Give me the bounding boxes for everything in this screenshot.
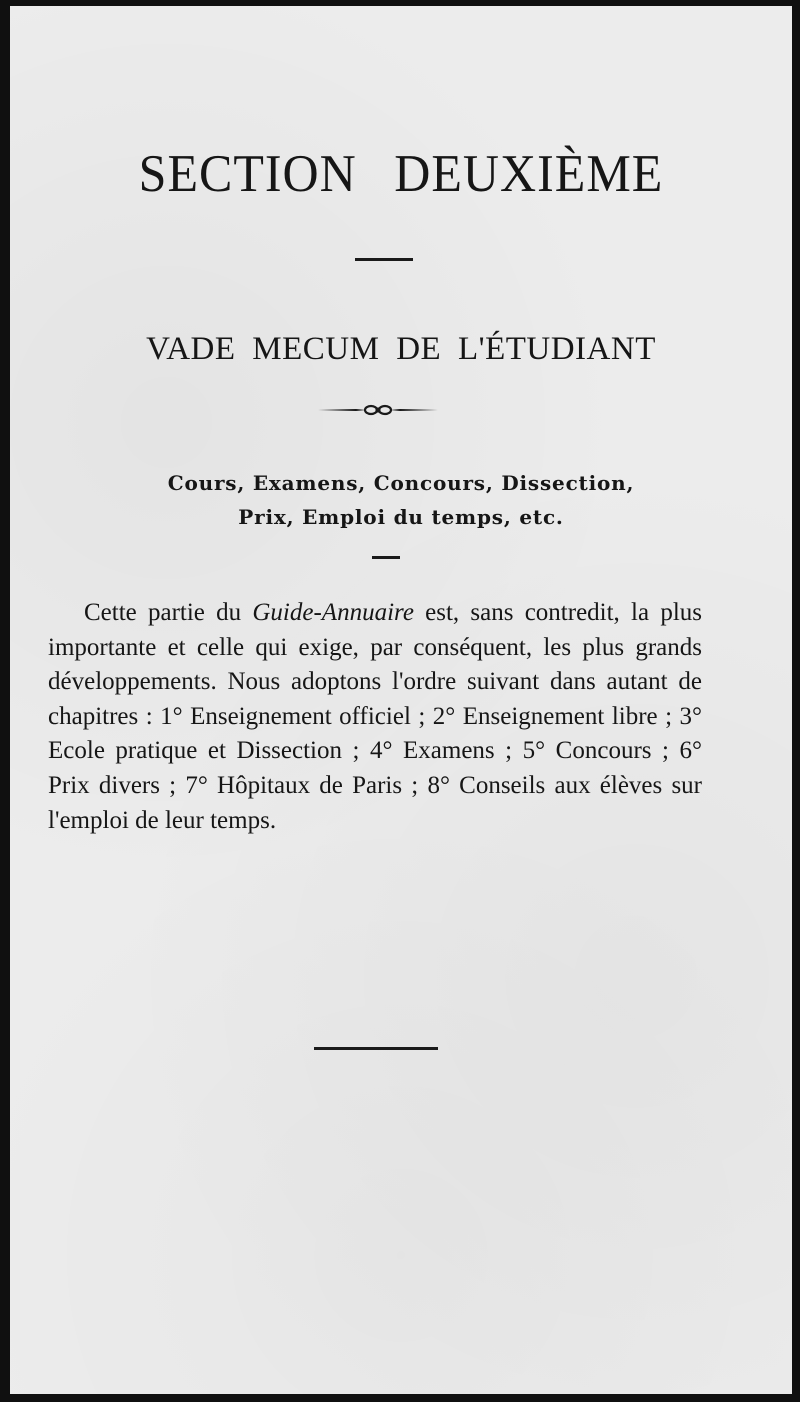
- topics-line-2: Prix, Emploi du temps, etc.: [238, 505, 564, 529]
- short-divider-rule: [372, 556, 400, 559]
- ornament-divider-icon: [316, 398, 440, 422]
- paragraph-intro: Cette partie du: [84, 599, 253, 626]
- paragraph-text: est, sans contredit, la plus importante et celle qui exige, par conséquent, les plus grands développements. Nous adoptons l'ordre suivant dans autant de chapitres : 1° Enseignement officiel ; 2° Enseignement libre ; 3° Ecole pratique et Dissection ; 4° Examens ; 5° Concours ; 6° Prix divers ; 7° Hôpitaux de Paris ; 8° Conseils aux élèves sur l'emploi de leur temps.: [48, 599, 702, 834]
- topics-heading: [10, 466, 792, 534]
- book-page: [10, 6, 792, 1394]
- guide-title: Guide-Annuaire: [252, 599, 414, 626]
- section-subtitle: VADE MECUM DE L'ÉTUDIANT: [146, 331, 656, 367]
- intro-paragraph: [48, 596, 702, 838]
- closing-rule: [314, 1047, 438, 1050]
- topics-line-1: Cours, Examens, Concours, Dissection,: [167, 471, 635, 495]
- section-title: SECTION DEUXIÈME: [138, 143, 664, 203]
- divider-rule: [355, 258, 413, 261]
